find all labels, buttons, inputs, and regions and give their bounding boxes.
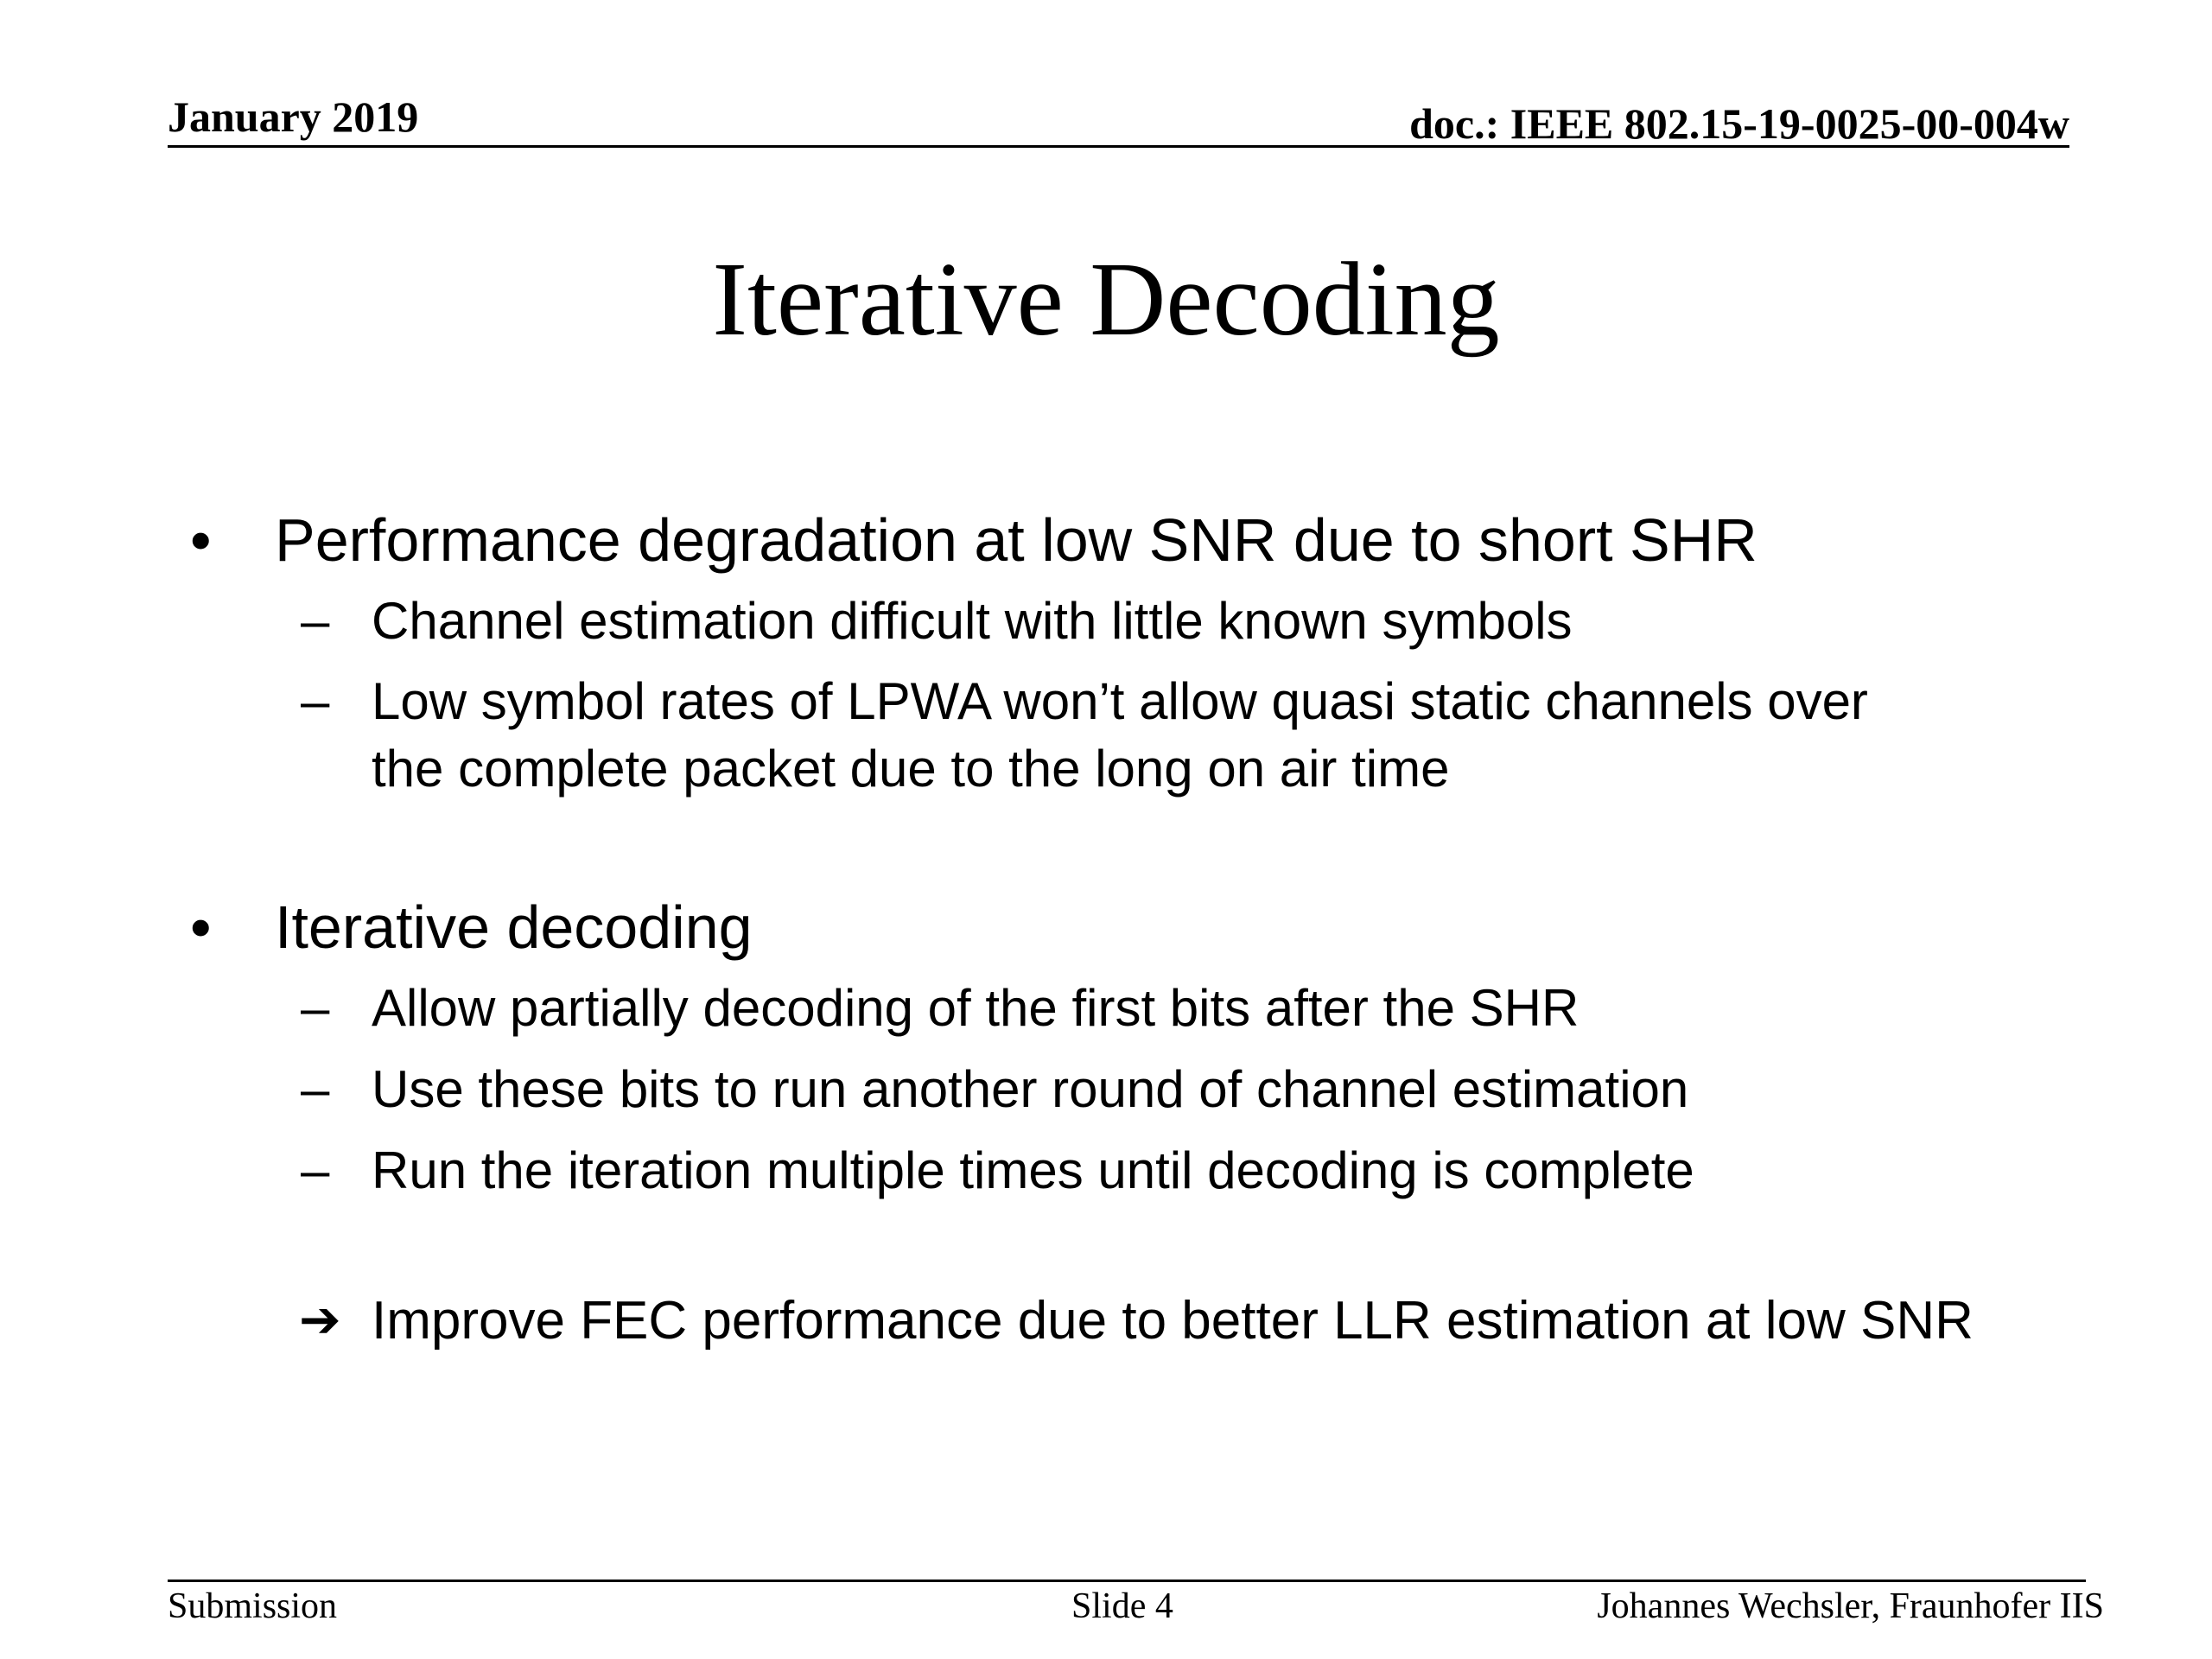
- sub-bullet-text: Allow partially decoding of the first bits after the SHR: [372, 979, 1580, 1037]
- footer-slide-number: Slide 4: [1071, 1586, 1173, 1626]
- footer-author: Johannes Wechsler, Fraunhofer IIS: [1597, 1586, 2104, 1626]
- bullet-text: Performance degradation at low SNR due to short SHR: [275, 506, 1758, 574]
- right-arrow-icon: ➔: [299, 1290, 341, 1349]
- sub-bullet-marker: –: [301, 979, 330, 1037]
- sub-bullet-text-line-2: the complete packet due to the long on air time: [372, 740, 1450, 798]
- header-divider: [168, 145, 2069, 148]
- bullet-marker: •: [190, 893, 212, 961]
- slide-title: Iterative Decoding: [712, 241, 1500, 358]
- footer-divider: [168, 1580, 2086, 1582]
- sub-bullet-text: Channel estimation difficult with little known symbols: [372, 592, 1573, 650]
- header-doc-id: doc.: IEEE 802.15-19-0025-00-004w: [1409, 99, 2069, 148]
- sub-bullet-text-line-1: Low symbol rates of LPWA won’t allow quasi static channels over: [372, 672, 1868, 730]
- sub-bullet-text: Run the iteration multiple times until decoding is complete: [372, 1141, 1694, 1199]
- footer-submission: Submission: [168, 1586, 338, 1626]
- conclusion-text: Improve FEC performance due to better LLR estimation at low SNR: [372, 1291, 1974, 1351]
- sub-bullet-marker: –: [301, 592, 330, 650]
- sub-bullet-marker: –: [301, 1141, 330, 1199]
- sub-bullet-marker: –: [301, 672, 330, 730]
- bullet-marker: •: [190, 506, 212, 574]
- sub-bullet-text: Use these bits to run another round of channel estimation: [372, 1060, 1689, 1118]
- header-date: January 2019: [168, 92, 419, 141]
- bullet-text: Iterative decoding: [275, 893, 753, 961]
- sub-bullet-marker: –: [301, 1060, 330, 1118]
